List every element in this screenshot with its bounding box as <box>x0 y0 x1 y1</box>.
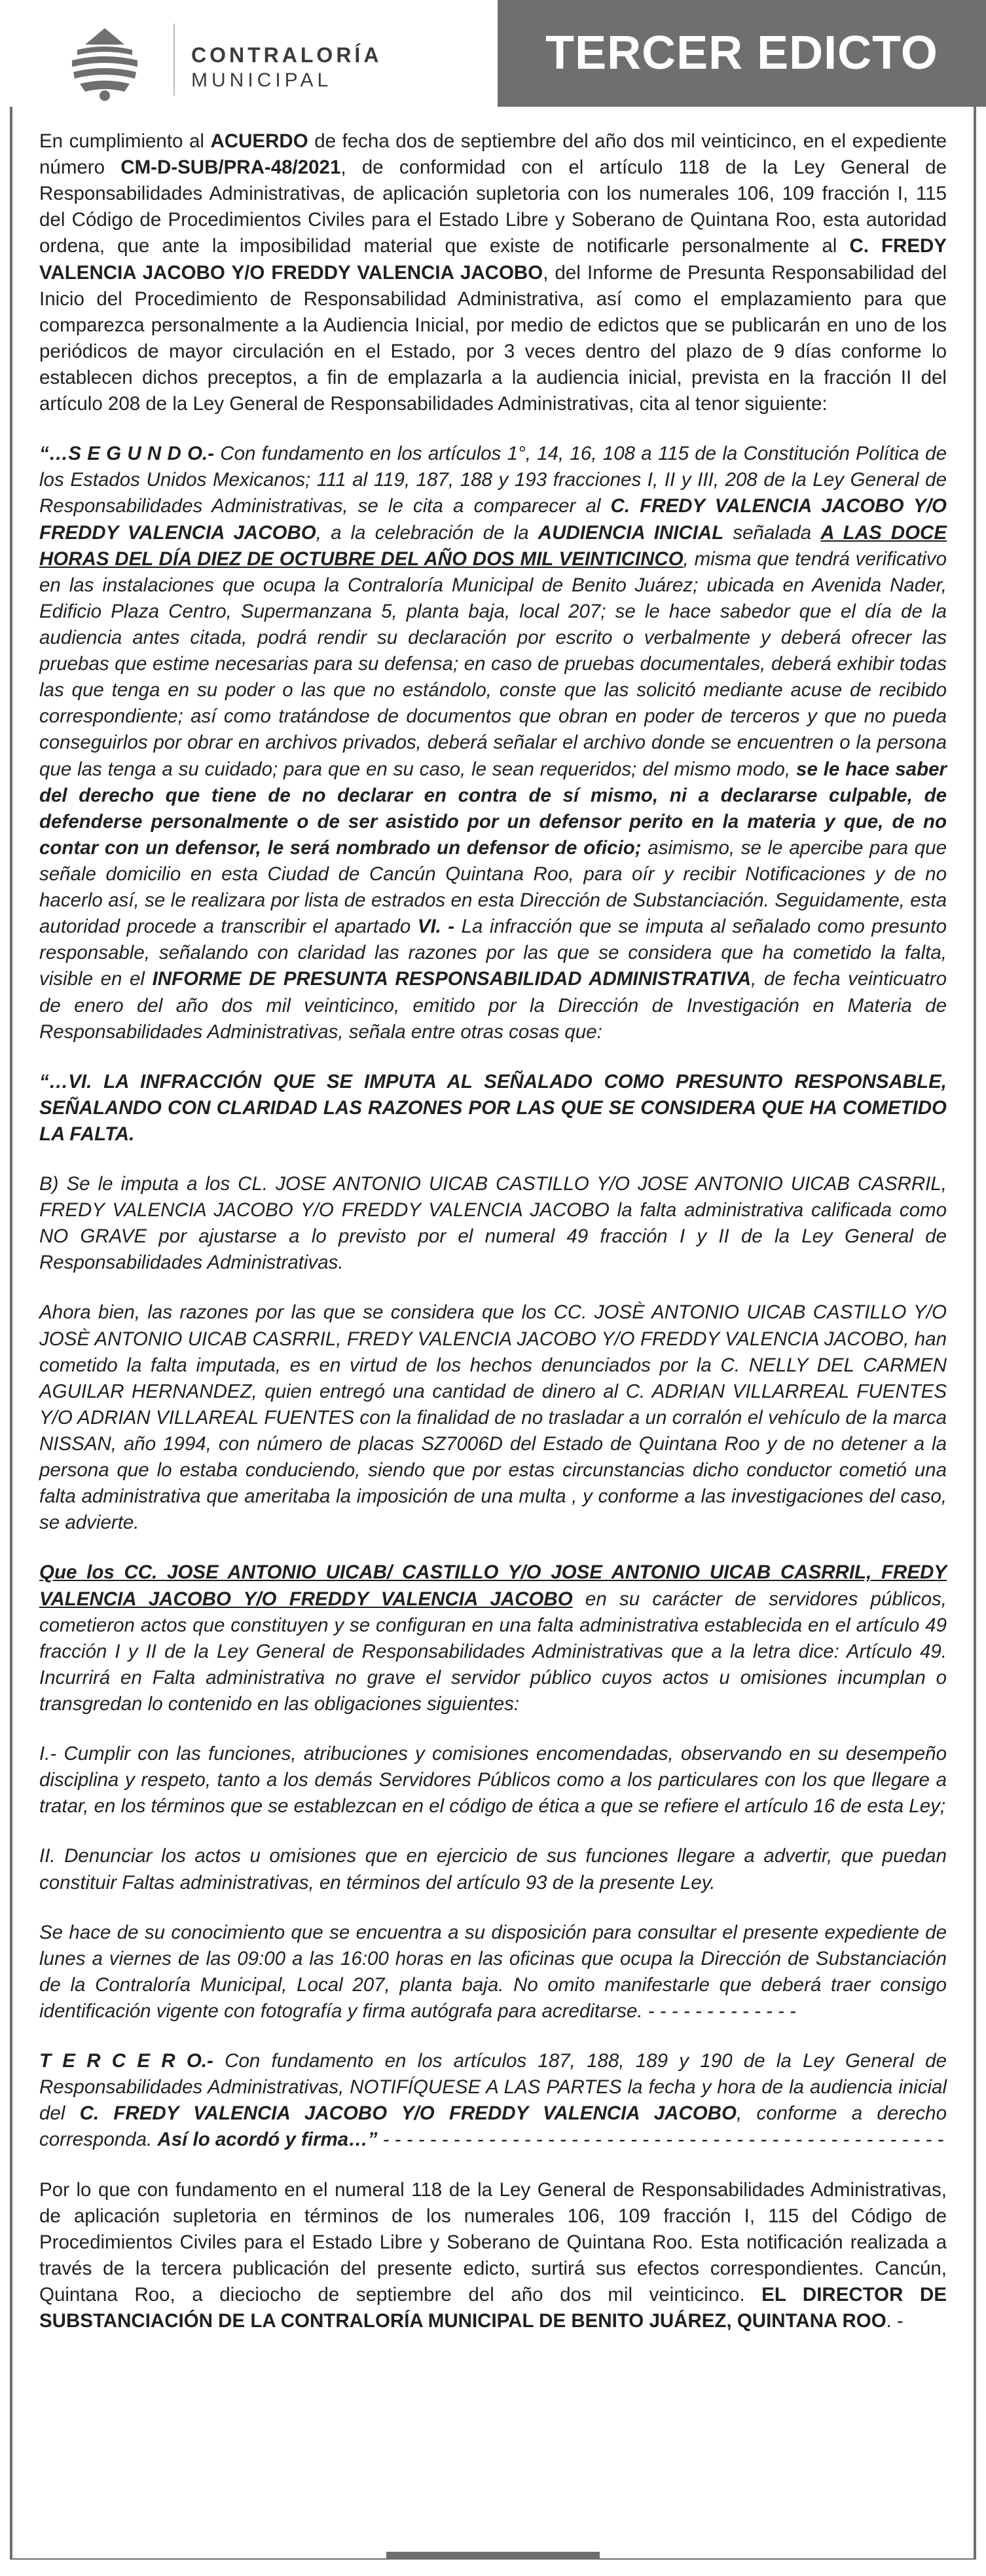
section-heading: “…S E G U N D O.- <box>39 443 215 465</box>
text: - - - - - - - - - - - - - - - - - - - - - - - - - - - - - - - - - - - - - - - - - - - - - - - - <box>377 2129 944 2151</box>
paragraph-que-los <box>39 1559 947 1717</box>
hearing-date: A LAS DOCE HORAS DEL DÍA DIEZ DE OCTUBRE DEL AÑO DOS MIL VEINTICINCO <box>39 521 947 570</box>
paragraph-b: B) Se le imputa a los CL. JOSE ANTONIO UICAB CASTILLO Y/O JOSE ANTONIO UICAB CASRRIL, FREDY VALENCIA JACOBO Y/O FREDDY VALENCIA JACOBO la falta administrativa calificada como NO GRAVE por ajustarse a lo previsto por el numeral 49 fracción I y II de la Ley General de Responsabilidades Administrativas. <box>39 1173 947 1274</box>
text: , del Informe de Presunta Responsabilidad del Inicio del Procedimiento de Responsabilidad Administrativa, así como el emplazamiento para que comparezca personalmente a la Audiencia Inicial, por medio de edictos que se publicarán en uno de los periódicos de mayor circulación en el Estado, por 3 veces dentro del plazo de 9 días conforme lo establecen dichos preceptos, a fin de emplazarla a la audiencia inicial, prevista en la fracción II del artículo 208 de la Ley General de Responsabilidades Administrativas, cita al tenor siguiente: <box>39 261 947 415</box>
text: Por lo que con fundamento en el numeral 118 de la Ley General de Responsabilidades Administrativas, de aplicación supletoria en términos de los numerales 106, 109 fracción I, 115 del Código de Procedimientos Civiles para el Estado Libre y Soberano de Quintana Roo. Esta notificación realizada a través de la tercera publicación del presente edicto, surtirá sus efectos correspondientes. Cancún, Quintana Roo, a dieciocho de septiembre del año dos mil veinticinco. <box>39 2178 947 2305</box>
paragraph-fraccion-ii: II. Denunciar los actos u omisiones que en ejercicio de sus funciones llegare a advertir, que puedan constituir Faltas administrativas, en términos del artículo 93 de la presente Ley. <box>39 1845 947 1894</box>
paragraph-vi-heading: “…VI. LA INFRACCIÓN QUE SE IMPUTA AL SEÑALADO COMO PRESUNTO RESPONSABLE, SEÑALANDO CON CLARIDAD LAS RAZONES POR LAS QUE SE CONSIDERA QUE HA COMETIDO LA FALTA. <box>39 1070 947 1145</box>
bold-text: Así lo acordó y firma…” <box>157 2129 378 2151</box>
text: , de conformidad con el artículo 118 de la Ley General de Responsabilidades Administrativas, de aplicación supletoria con los numerales 106, 109 fracción I, 115 del Código de Procedimientos Civiles para el Estado Libre y Soberano de Quintana Roo, esta autoridad ordena, que ante la imposibilidad material que existe de notificarle personalmente al <box>39 157 947 257</box>
person-name: C. FREDY VALENCIA JACOBO Y/O FREDDY VALENCIA JACOBO <box>39 495 947 544</box>
bold-text: VI. - <box>417 916 455 938</box>
paragraph-intro <box>39 128 947 417</box>
case-number: CM-D-SUB/PRA-48/2021 <box>120 157 341 179</box>
person-name: C. FREDY VALENCIA JACOBO Y/O FREDDY VALENCIA JACOBO <box>39 235 947 284</box>
edict-title: TERCER EDICTO <box>545 27 938 79</box>
logo-text-contraloria: CONTRALORÍA <box>191 43 382 67</box>
bold-underlined-text: Que los CC. JOSE ANTONIO UICAB/ CASTILLO Y/O JOSE ANTONIO UICAB CASRRIL, FREDY VALENCIA JACOBO Y/O FREDDY VALENCIA JACOBO <box>39 1561 947 1610</box>
bottom-border <box>10 2558 976 2560</box>
paragraph-closing <box>39 2177 947 2335</box>
text: , de fecha veinticuatro de enero del año dos mil veinticinco, emitido por la Dirección de Investigación en Materia de Responsabilidades Administrativas, señala entre otras cosas que: <box>39 968 947 1043</box>
text: . - <box>886 2310 904 2332</box>
rights-notice: se le hace saber del derecho que tiene de no declarar en contra de sí mismo, ni a declararse culpable, de defenderse personalmente o de ser asistido por un defensor perito en la materia y que, de no contar con un defensor, le será nombrado un defensor de oficio; <box>39 758 947 859</box>
report-title: INFORME DE PRESUNTA RESPONSABILIDAD ADMINISTRATIVA <box>152 968 752 990</box>
paragraph-tercero <box>39 2048 947 2153</box>
paragraph-segundo <box>39 441 947 1045</box>
paragraph-fraccion-i: I.- Cumplir con las funciones, atribuciones y comisiones encomendadas, observando en su desempeño disciplina y respeto, tanto a los demás Servidores Públicos como a los particulares con los que llegare a tratar, en los términos que se establezcan en el código de ética a que se refiere el artículo 16 de esta Ley; <box>39 1743 947 1818</box>
signatory: EL DIRECTOR DE SUBSTANCIACIÓN DE LA CONTRALORÍA MUNICIPAL DE BENITO JUÁREZ, QUINTANA ROO <box>39 2283 947 2332</box>
bold-text: ACUERDO <box>210 130 308 152</box>
cancun-emblem-icon <box>59 25 151 103</box>
section-heading: T E R C E R O.- <box>39 2050 213 2072</box>
contraloria-logo <box>39 12 498 103</box>
edict-header <box>0 0 986 107</box>
text: , a la celebración de la <box>316 521 538 544</box>
paragraph-conocimiento: Se hace de su conocimiento que se encuentra a su disposición para consultar el presente expediente de lunes a viernes de las 09:00 a las 16:00 horas en las oficinas que ocupa la Dirección de Substanciación de la Contraloría Municipal, Local 207, planta baja. No omito manifestarle que deberá traer consigo identificación vigente con fotografía y firma autógrafa para acreditarse. - - - - - - - - - - - - - <box>39 1921 947 2022</box>
text: Con fundamento en los artículos 1°, 14, 16, 108 a 115 de la Constitución Política de los Estados Unidos Mexicanos; 111 al 119, 187, 188 y 193 fracciones I, II y III, 208 de la Ley General de Responsabilidades Administrativas, se le cita a comparecer al <box>39 443 947 517</box>
text: asimismo, se le apercibe para que señale domicilio en esta Ciudad de Cancún Quintana Roo, para oír y recibir Notificaciones y de no hacerlo así, se le realizara por lista de estrados en esta Dirección de Substanciación. Seguidamente, esta autoridad procede a transcribir el apartado <box>39 836 947 938</box>
text: en su carácter de servidores públicos, cometieron actos que constituyen y se configuran en una falta administrativa establecida en el artículo 49 fracción I y II de la Ley General de Responsabilidades Administrativas que a la letra dice: Artículo 49. Incurrirá en Falta administrativa no grave el servidor público cuyos actos u omisiones incumplan o transgredan lo contenido en las obligaciones siguientes: <box>39 1588 947 1715</box>
text: de fecha dos de septiembre del año dos mil veinticinco, en el expediente número <box>39 130 947 179</box>
edict-body <box>39 128 947 2358</box>
text: , conforme a derecho corresponda. <box>39 2102 947 2151</box>
title-bar <box>498 0 986 107</box>
person-name: C. FREDY VALENCIA JACOBO Y/O FREDDY VALENCIA JACOBO <box>79 2102 737 2125</box>
logo-text-municipal: MUNICIPAL <box>191 69 333 91</box>
text: Con fundamento en los artículos 187, 188, 189 y 190 de la Ley General de Responsabilidades Administrativas, NOTIFÍQUESE A LAS PARTES la fecha y hora de la audiencia inicial del <box>39 2050 947 2125</box>
text: señalada <box>723 521 821 544</box>
text: La infracción que se imputa al señalado como presunto responsable, señalando con claridad las razones por las que se considera que ha cometido la falta, visible en el <box>39 916 947 990</box>
paragraph-ahora-bien: Ahora bien, las razones por las que se considera que los CC. JOSÈ ANTONIO UICAB CASTILLO Y/O JOSÈ ANTONIO UICAB CASRRIL, FREDY VALENCIA JACOBO Y/O FREDDY VALENCIA JACOBO, han cometido la falta imputada, es en virtud de los hechos denunciados por la C. NELLY DEL CARMEN AGUILAR HERNANDEZ, quien entregó una cantidad de dinero al C. ADRIAN VILLARREAL FUENTES Y/O ADRIAN VILLAREAL FUENTES con la finalidad de no trasladar a un corralón el vehículo de la marca NISSAN, año 1994, con número de placas SZ7006D del Estado de Quintana Roo y de no detener a la persona que lo estaba conduciendo, siendo que por estas circunstancias dicho conductor cometió una falta administrativa que ameritaba la imposición de una multa , y conforme a las investigaciones del caso, se advierte. <box>39 1301 947 1534</box>
logo-divider <box>173 24 175 96</box>
bold-text: AUDIENCIA INICIAL <box>538 521 724 544</box>
text: En cumplimiento al <box>39 130 211 152</box>
text: , misma que tendrá verificativo en las instalaciones que ocupa la Contraloría Municipal de Benito Juárez; ubicada en Avenida Nader, Edificio Plaza Centro, Supermanzana 5, planta baja, local 207; se le hace sabedor que el día de la audiencia antes citada, podrá rendir su declaración por escrito o verbalmente y deberá ofrecer las pruebas que estime necesarias para su defensa; en caso de pruebas documentales, deberá exhibir todas las que tenga en su poder o las que no estándolo, conste que las solicitó mediante acuse de recibido correspondiente; así como tratándose de documentos que obran en poder de terceros y que no pueda conseguirlos por obrar en archivos privados, deberá señalar el archivo donde se encuentren o la persona que las tenga a su cuidado; para que en su caso, le sean requeridos; del mismo modo, <box>39 548 947 780</box>
